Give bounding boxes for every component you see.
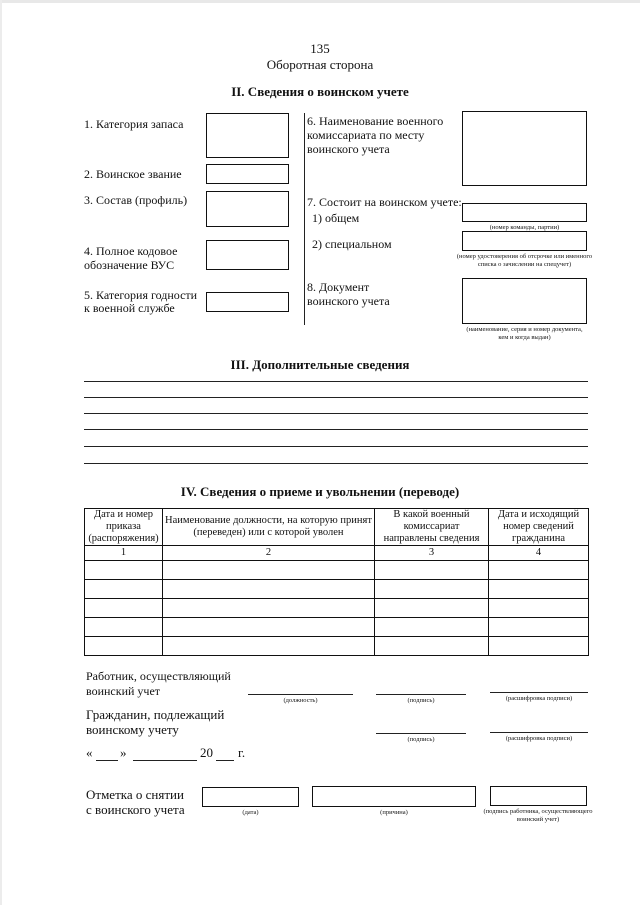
item3-label: 3. Состав (профиль) xyxy=(84,193,188,207)
table-cell[interactable] xyxy=(375,637,489,656)
col-header-order: Дата и номер приказа (распоряжения) xyxy=(85,509,163,546)
section3-title: III. Дополнительные сведения xyxy=(230,357,410,372)
col-header-position: Наименование должности, на которую принят (переведен) или с которой уволен xyxy=(163,509,375,546)
date-month-line[interactable] xyxy=(133,760,197,761)
item7-1-field[interactable] xyxy=(462,203,587,222)
removal-signature-field[interactable] xyxy=(490,786,587,806)
item7-2-label: 2) специальном xyxy=(312,237,392,251)
table-cell[interactable] xyxy=(375,580,489,599)
item8-hint: (наименование, серия и номер документа, кем и когда выдан) xyxy=(466,326,583,341)
additional-info-line[interactable] xyxy=(84,381,588,382)
date-quote-open: « xyxy=(86,745,93,760)
citizen-decoding-hint: (расшифровка подписи) xyxy=(505,735,573,742)
item7-1-hint: (номер команды, партии) xyxy=(489,224,560,231)
table-number-row xyxy=(85,546,589,561)
table-row xyxy=(85,618,589,637)
col-header-commissariat: В какой военный комиссариат направлены сведения xyxy=(375,509,489,546)
table-cell[interactable] xyxy=(163,637,375,656)
table-cell[interactable] xyxy=(489,637,589,656)
item4-label-line1: 4. Полное кодовое xyxy=(84,244,178,258)
item1-field[interactable] xyxy=(206,113,289,158)
date-quote-close: » xyxy=(120,745,127,760)
table-cell[interactable] xyxy=(85,561,163,580)
citizen-label-line1: Гражданин, подлежащий xyxy=(86,707,225,722)
table-cell[interactable] xyxy=(85,618,163,637)
removal-date-hint: (дата) xyxy=(242,809,259,816)
item1-label: 1. Категория запаса xyxy=(84,117,184,131)
item4-label-line2: обозначение ВУС xyxy=(84,258,175,272)
table-cell[interactable] xyxy=(163,618,375,637)
citizen-signature-line[interactable] xyxy=(376,733,466,734)
worker-label-line1: Работник, осуществляющий xyxy=(86,669,231,683)
worker-position-line[interactable] xyxy=(248,694,353,695)
item2-label: 2. Воинское звание xyxy=(84,167,182,181)
section2-title: II. Сведения о воинском учете xyxy=(231,84,409,99)
item5-label-line2: к военной службе xyxy=(84,301,175,315)
additional-info-line[interactable] xyxy=(84,429,588,430)
col-number: 3 xyxy=(375,546,489,561)
citizen-label-line2: воинскому учету xyxy=(86,722,179,737)
item5-label-line1: 5. Категория годности xyxy=(84,288,198,302)
table-row xyxy=(85,561,589,580)
table-cell[interactable] xyxy=(489,561,589,580)
removal-label-line1: Отметка о снятии xyxy=(86,787,184,802)
item4-field[interactable] xyxy=(206,240,289,270)
item7-2-hint: (номер удостоверения об отсрочке или именного списка о зачислении на спецучет) xyxy=(456,253,593,268)
item3-field[interactable] xyxy=(206,191,289,227)
col-number: 4 xyxy=(489,546,589,561)
additional-info-line[interactable] xyxy=(84,446,588,447)
col-header-outgoing-number: Дата и исходящий номер сведений гражданина xyxy=(489,509,589,546)
item7-2-field[interactable] xyxy=(462,231,587,251)
item6-label-line1: 6. Наименование военного xyxy=(307,114,444,128)
scan-edge-top xyxy=(0,0,640,3)
table-cell[interactable] xyxy=(375,618,489,637)
date-year-suffix: г. xyxy=(238,745,246,760)
section4-title: IV. Сведения о приеме и увольнении (переводе) xyxy=(180,484,460,499)
table-cell[interactable] xyxy=(85,637,163,656)
table-cell[interactable] xyxy=(85,580,163,599)
citizen-decoding-line[interactable] xyxy=(490,732,588,733)
table-cell[interactable] xyxy=(163,599,375,618)
table-cell[interactable] xyxy=(163,561,375,580)
item6-field[interactable] xyxy=(462,111,587,186)
item7-1-label: 1) общем xyxy=(312,211,360,225)
removal-date-field[interactable] xyxy=(202,787,299,807)
removal-signature-hint: (подпись работника, осуществляющего воинский учет) xyxy=(483,808,593,823)
item7-label: 7. Состоит на воинском учете: xyxy=(307,195,462,209)
table-cell[interactable] xyxy=(375,561,489,580)
item8-label-line2: воинского учета xyxy=(307,294,390,308)
worker-label-line2: воинский учет xyxy=(86,684,161,698)
col-number: 1 xyxy=(85,546,163,561)
item6-label-line2: комиссариата по месту xyxy=(307,128,425,142)
table-row xyxy=(85,637,589,656)
table-cell[interactable] xyxy=(163,580,375,599)
table-cell[interactable] xyxy=(85,599,163,618)
worker-signature-line[interactable] xyxy=(376,694,466,695)
removal-label-line2: с воинского учета xyxy=(86,802,185,817)
scan-edge-left xyxy=(0,0,2,905)
item6-label-line3: воинского учета xyxy=(307,142,390,156)
table-cell[interactable] xyxy=(489,580,589,599)
section2-divider xyxy=(304,113,305,325)
date-day-line[interactable] xyxy=(96,760,118,761)
removal-reason-hint: (причина) xyxy=(380,809,408,816)
table-header-row xyxy=(85,509,589,546)
table-cell[interactable] xyxy=(489,618,589,637)
item5-field[interactable] xyxy=(206,292,289,312)
worker-decoding-line[interactable] xyxy=(490,692,588,693)
worker-signature-hint: (подпись) xyxy=(407,697,435,704)
table-row xyxy=(85,580,589,599)
removal-reason-field[interactable] xyxy=(312,786,476,807)
employment-table xyxy=(84,508,589,656)
additional-info-line[interactable] xyxy=(84,397,588,398)
page-number: 135 xyxy=(310,41,330,56)
date-year-line[interactable] xyxy=(216,760,234,761)
table-row xyxy=(85,599,589,618)
item2-field[interactable] xyxy=(206,164,289,184)
side-label: Оборотная сторона xyxy=(266,57,374,72)
citizen-signature-hint: (подпись) xyxy=(407,736,435,743)
table-cell[interactable] xyxy=(375,599,489,618)
additional-info-line[interactable] xyxy=(84,413,588,414)
date-year-prefix: 20 xyxy=(200,745,213,760)
item8-label-line1: 8. Документ xyxy=(307,280,370,294)
additional-info-line[interactable] xyxy=(84,463,588,464)
worker-decoding-hint: (расшифровка подписи) xyxy=(505,695,573,702)
worker-position-hint: (должность) xyxy=(283,697,318,704)
col-number: 2 xyxy=(163,546,375,561)
table-cell[interactable] xyxy=(489,599,589,618)
item8-field[interactable] xyxy=(462,278,587,324)
